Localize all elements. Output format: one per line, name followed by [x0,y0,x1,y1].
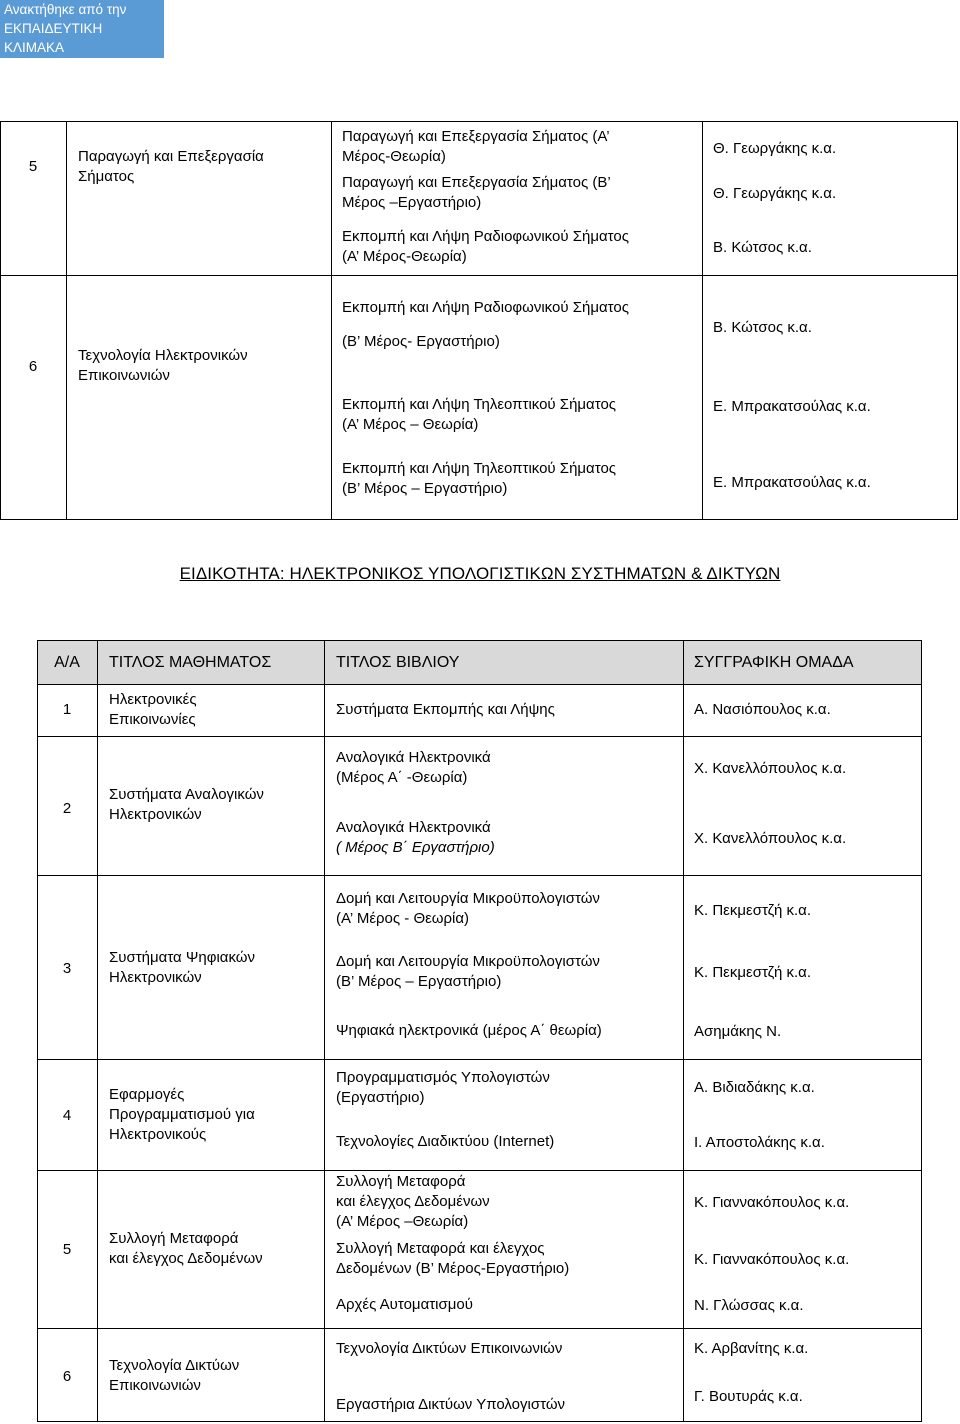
course-title: Συστήματα Αναλογικών Ηλεκτρονικών [109,786,264,823]
table-2-row-divider [37,736,922,737]
author-group: Ι. Αποστολάκης κ.α. [694,1134,825,1151]
author-group: Ασημάκης Ν. [694,1023,782,1040]
banner-line-1: Ανακτήθηκε από την [4,2,127,17]
table-row-number: 1 [62,701,72,718]
book-title: Δομή και Λειτουργία Μικροϋπολογιστών (Β’ Μέρος – Εργαστήριο) [336,953,600,990]
author-group: Β. Κώτσος κ.α. [713,239,812,256]
author-group: Θ. Γεωργάκης κ.α. [713,140,837,157]
header-book-title: ΤΙΤΛΟΣ ΒΙΒΛΙΟΥ [336,654,460,671]
author-group: Κ. Πεκμεστζή κ.α. [694,902,812,919]
author-group: Γ. Βουτυράς κ.α. [694,1388,803,1405]
book-title: Δομή και Λειτουργία Μικροϋπολογιστών (Α’ Μέρος - Θεωρία) [336,890,600,927]
course-title: Συστήματα Ψηφιακών Ηλεκτρονικών [109,949,256,986]
table-2-col-divider [97,640,98,1422]
book-title: Αρχές Αυτοματισμού [336,1296,473,1313]
course-title: Ηλεκτρονικές Επικοινωνίες [109,691,197,728]
author-group: Α. Νασιόπουλος κ.α. [694,701,831,718]
book-title: Τεχνολογίες Διαδικτύου (Internet) [336,1133,555,1150]
book-title: Συλλογή Μεταφορά και έλεγχος Δεδομένων (Β’ Μέρος-Εργαστήριο) [336,1240,570,1277]
book-title: Συστήματα Εκπομπής και Λήψης [336,701,555,718]
table-row-number: 4 [62,1107,72,1124]
book-title: Εκπομπή και Λήψη Ραδιοφωνικού Σήματος (Α’ Μέρος-Θεωρία) [342,228,629,265]
table-row-number: 3 [62,960,72,977]
table-2-border-top [37,640,922,641]
book-title: Παραγωγή και Επεξεργασία Σήματος (Α’ Μέρος-Θεωρία) [342,128,610,165]
table-2-col-divider [324,640,325,1422]
table-row-number: 5 [62,1241,72,1258]
table-1-border-bottom [0,519,958,520]
course-title: Τεχνολογία Ηλεκτρονικών Επικοινωνιών [78,347,248,384]
table-2-border-left [37,640,38,1422]
table-1-row-divider [0,275,958,276]
header-course-title: ΤΙΤΛΟΣ ΜΑΘΗΜΑΤΟΣ [109,654,272,671]
header-authors: ΣΥΓΓΡΑΦΙΚΗ ΟΜΑΔΑ [694,654,854,671]
book-title: Αναλογικά Ηλεκτρονικά (Μέρος Α΄ -Θεωρία) [336,749,491,786]
banner-line-2: ΕΚΠΑΙΔΕΥΤΙΚΗ ΚΛΙΜΑΚΑ [4,21,103,55]
table-row-number: 2 [62,800,72,817]
table-1-border-right [957,121,958,520]
author-group: Ν. Γλώσσας κ.α. [694,1297,804,1314]
book-title: Τεχνολογία Δικτύων Επικοινωνιών [336,1340,563,1357]
table-2-border-right [921,640,922,1422]
author-group: Κ. Γιαννακόπουλος κ.α. [694,1251,850,1268]
table-2-row-divider [37,1328,922,1329]
author-group: Κ. Πεκμεστζή κ.α. [694,964,812,981]
table-2-border-bottom [37,1421,922,1422]
book-title: Εκπομπή και Λήψη Τηλεοπτικού Σήματος (Α’ Μέρος – Θεωρία) [342,396,617,433]
source-banner [0,0,164,74]
banner-line-3[interactable]: (http://edu.klimaka.gr) [4,59,135,74]
author-group: Α. Βιδιαδάκης κ.α. [694,1079,815,1096]
book-title: Εργαστήρια Δικτύων Υπολογιστών [336,1396,566,1413]
table-1-border-top [0,121,958,122]
table-row-number: 6 [28,358,38,375]
table-1-col-divider [331,121,332,520]
book-title: Ψηφιακά ηλεκτρονικά (μέρος Α΄ θεωρία) [336,1022,602,1039]
author-group: Ε. Μπρακατσούλας κ.α. [713,398,871,415]
table-2-row-divider [37,1170,922,1171]
table-row-number: 6 [62,1368,72,1385]
table-1-col-divider [66,121,67,520]
course-title: Εφαρμογές Προγραμματισμού για Ηλεκτρονικούς [109,1086,255,1143]
table-2-col-divider [683,640,684,1422]
course-title: Τεχνολογία Δικτύων Επικοινωνιών [109,1357,240,1394]
table-2-row-divider [37,875,922,876]
header-aa: Α/Α [54,654,80,671]
table-2-row-divider [37,684,922,685]
author-group: Χ. Κανελλόπουλος κ.α. [694,760,847,777]
book-title: Προγραμματισμός Υπολογιστών (Εργαστήριο) [336,1069,550,1106]
author-group: Θ. Γεωργάκης κ.α. [713,185,837,202]
book-title: Αναλογικά Ηλεκτρονικά ( Μέρος Β΄ Εργαστήριο) [336,819,495,856]
course-title: Παραγωγή και Επεξεργασία Σήματος [78,148,264,185]
author-group: Ε. Μπρακατσούλας κ.α. [713,474,871,491]
author-group: Β. Κώτσος κ.α. [713,319,812,336]
author-group: Κ. Γιαννακόπουλος κ.α. [694,1194,850,1211]
author-group: Χ. Κανελλόπουλος κ.α. [694,830,847,847]
book-title: Εκπομπή και Λήψη Ραδιοφωνικού Σήματος (Β’ Μέρος- Εργαστήριο) [342,299,629,350]
section-title: ΕΙΔΙΚΟΤΗΤΑ: ΗΛΕΚΤΡΟΝΙΚΟΣ ΥΠΟΛΟΓΙΣΤΙΚΩΝ ΣΥΣΤΗΜΑΤΩΝ & ΔΙΚΤΥΩΝ [179,564,781,583]
course-title: Συλλογή Μεταφορά και έλεγχος Δεδομένων [109,1230,263,1267]
table-row-number: 5 [28,158,38,175]
book-title: Εκπομπή και Λήψη Τηλεοπτικού Σήματος (Β’ Μέρος – Εργαστήριο) [342,460,617,497]
book-title: Παραγωγή και Επεξεργασία Σήματος (Β’ Μέρος –Εργαστήριο) [342,174,611,211]
author-group: Κ. Αρβανίτης κ.α. [694,1340,809,1357]
table-1-border-left [0,121,1,520]
table-1-col-divider [702,121,703,520]
book-title: Συλλογή Μεταφορά και έλεγχος Δεδομένων (Α’ Μέρος –Θεωρία) [336,1173,490,1230]
table-2-row-divider [37,1059,922,1060]
